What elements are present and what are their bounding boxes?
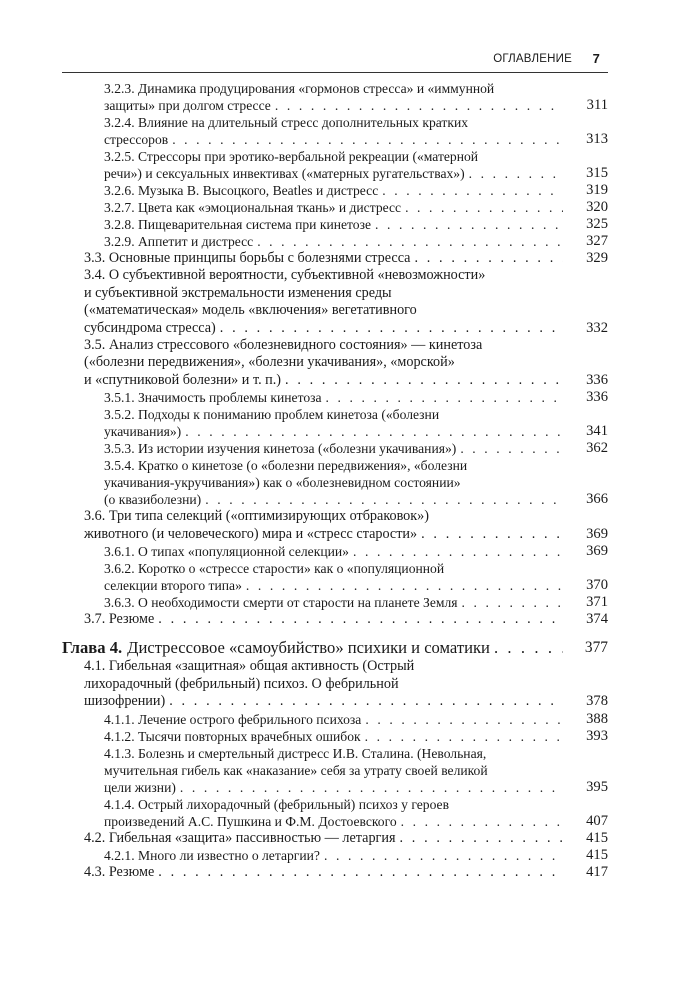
toc-entry-title: 3.6.1. О типах «популяционной селекции» [104,544,349,560]
toc-entry-3-5-4[interactable]: 3.5.4. Кратко о кинетозе (о «болезни передвижения», «болезни укачивания-укручивания») как о «болезневидном состоянии» (о квазиболезни) . . . 366 [62,457,608,508]
toc-entry-3-4[interactable]: 3.4. О субъективной вероятности, субъективной «невозможности» и субъективной экстремальности изменения среды («математическая» модель «включения» вегетативного субсиндрома стресса) . . . 332 [62,267,608,337]
toc-entry-4-1-4[interactable]: 4.1.4. Острый лихорадочный (фебрильный) психоз у героев произведений А.С. Пушкина и Ф.М. Достоевского . . . 407 [62,796,608,830]
toc-entry-title: 3.3. Основные принципы борьбы с болезнями стресса [84,250,411,266]
toc-entry-3-6[interactable]: 3.6. Три типа селекций («оптимизирующих отбраковок») животного (и человеческого) мира и «стресс старости» . . . 369 [62,508,608,543]
toc-entry-4-1[interactable]: 4.1. Гибельная «защитная» общая активность (Острый лихорадочный (фебрильный) психоз. О фебрильной шизофрении) . . . 378 [62,658,608,710]
toc-page-number: 369 [586,525,608,542]
toc-page-number: 393 [586,727,608,744]
toc-page-number: 378 [586,693,608,710]
toc-entry-title: животного (и человеческого) мира и «стресс старости» [84,525,418,542]
toc-entry-3-2-7[interactable] [62,199,608,216]
toc-entry-title: речи») и сексуальных инвективах («матерных ругательствах») [104,166,465,181]
toc-entry-title: 3.2.9. Аппетит и дистресс [104,234,254,249]
toc-page-number: 319 [586,182,608,198]
toc-page-number: 415 [586,829,608,846]
table-of-contents [62,80,608,882]
toc-entry-title: укачивания») [104,424,182,440]
toc-page-number: 415 [586,847,608,864]
toc-entry-3-5[interactable]: 3.5. Анализ стрессового «болезневидного состояния» — кинетоза («болезни передвижения», «болезни укачивания», «морской» и «спутниковой болезни» и т. п.) . . . 336 [62,337,608,389]
toc-entry-chapter-4[interactable] [62,638,608,658]
toc-page-number: 377 [584,639,608,657]
toc-entry-3-2-3[interactable]: 3.2.3. Динамика продуцирования «гормонов стресса» и «иммунной защиты» при долгом стрессе . . . 311 [62,80,608,114]
toc-entry-title: (о квазиболезни) [104,492,202,508]
toc-entry-title: защиты» при долгом стрессе [104,98,271,113]
toc-entry-3-2-8[interactable] [62,216,608,233]
toc-entry-4-2[interactable] [62,830,608,847]
toc-entry-4-2-1[interactable] [62,847,608,864]
toc-entry-title: и «спутниковой болезни» и т. п.) [84,371,282,388]
toc-entry-title: 4.1.2. Тысячи повторных врачебных ошибок [104,728,361,744]
toc-entry-3-7[interactable] [62,611,608,628]
toc-page-number: 320 [586,199,608,215]
toc-entry-title: селекции второго типа» [104,578,242,594]
toc-entry-3-2-5[interactable]: 3.2.5. Стрессоры при эротико-вербальной рекреации («матерной речи») и сексуальных инвективах («матерных ругательствах») . . . 315 [62,148,608,182]
toc-entry-4-1-3[interactable]: 4.1.3. Болезнь и смертельный дистресс И.В. Сталина. (Невольная, мучительная гибель как «наказание» себя за утрату своей великой цели жизни) . . . 395 [62,745,608,796]
page-number: 7 [592,51,600,66]
toc-entry-title: произведений А.С. Пушкина и Ф.М. Достоевского [104,813,397,829]
toc-entry-title: 3.2.8. Пищеварительная система при кинетозе [104,217,371,232]
toc-entry-3-6-2[interactable]: 3.6.2. Коротко о «стрессе старости» как о «популяционной селекции второго типа» . . . 370 [62,560,608,594]
toc-entry-title: 4.2.1. Много ли известно о летаргии? [104,848,320,864]
toc-page-number: 369 [586,543,608,560]
running-header-section: ОГЛАВЛЕНИЕ [493,53,572,65]
toc-page-number: 407 [586,812,608,829]
toc-entry-title: 4.3. Резюме [84,864,155,881]
toc-entry-3-5-3[interactable] [62,440,608,457]
toc-entry-title: шизофрении) [84,693,166,710]
toc-entry-title: 3.7. Резюме [84,611,155,628]
toc-page-number: 417 [586,864,608,881]
toc-page-number: 325 [586,216,608,232]
toc-entry-3-5-2[interactable]: 3.5.2. Подходы к пониманию проблем кинетоза («болезни укачивания») . . . 341 [62,406,608,440]
toc-entry-3-2-9[interactable] [62,233,608,250]
toc-entry-3-6-3[interactable] [62,594,608,611]
toc-entry-3-2-6[interactable] [62,182,608,199]
toc-page-number: 332 [586,319,608,336]
toc-page-number: 370 [586,577,608,594]
toc-page-number: 329 [586,250,608,266]
header-rule [62,72,608,73]
toc-entry-title: 3.5.3. Из истории изучения кинетоза («болезни укачивания») [104,441,457,457]
toc-entry-title: Дистрессовое «самоубийство» психики и соматики [127,638,490,658]
toc-entry-title: 3.2.7. Цвета как «эмоциональная ткань» и дистресс [104,200,402,215]
toc-entry-3-5-1[interactable] [62,389,608,406]
toc-page-number: 336 [586,371,608,388]
toc-page-number: 371 [586,594,608,611]
toc-page-number: 313 [586,131,608,147]
toc-entry-title: 4.1.1. Лечение острого фебрильного психоза [104,711,362,727]
toc-entry-title: стрессоров [104,132,169,147]
toc-entry-4-1-1[interactable] [62,711,608,728]
toc-entry-3-2-4[interactable]: 3.2.4. Влияние на длительный стресс дополнительных кратких стрессоров . . . 313 [62,114,608,148]
toc-page-number: 327 [586,233,608,249]
toc-page-number: 336 [586,389,608,406]
toc-page-number: 366 [586,491,608,508]
chapter-label: Глава 4. [62,638,123,658]
toc-entry-4-1-2[interactable] [62,728,608,745]
toc-page-number: 362 [586,440,608,457]
toc-entry-4-3[interactable] [62,864,608,881]
toc-entry-title: 3.2.6. Музыка В. Высоцкого, Beatles и дистресс [104,183,379,198]
toc-page-number: 388 [586,710,608,727]
toc-entry-3-6-1[interactable] [62,543,608,560]
toc-page-number: 311 [586,97,608,113]
toc-entry-title: 3.6.3. О необходимости смерти от старости на планете Земля [104,595,458,611]
toc-entry-title: цели жизни) [104,779,176,795]
toc-entry-title: 4.2. Гибельная «защита» пассивностью — летаргия [84,829,396,846]
toc-page-number: 374 [586,611,608,628]
running-header [62,50,608,72]
toc-entry-title: субсиндрома стресса) [84,319,216,336]
toc-entry-title: 3.5.1. Значимость проблемы кинетоза [104,390,322,406]
toc-entry-3-3[interactable] [62,250,608,267]
toc-page-number: 395 [586,778,608,795]
toc-page-number: 315 [586,165,608,181]
toc-page-number: 341 [586,423,608,440]
